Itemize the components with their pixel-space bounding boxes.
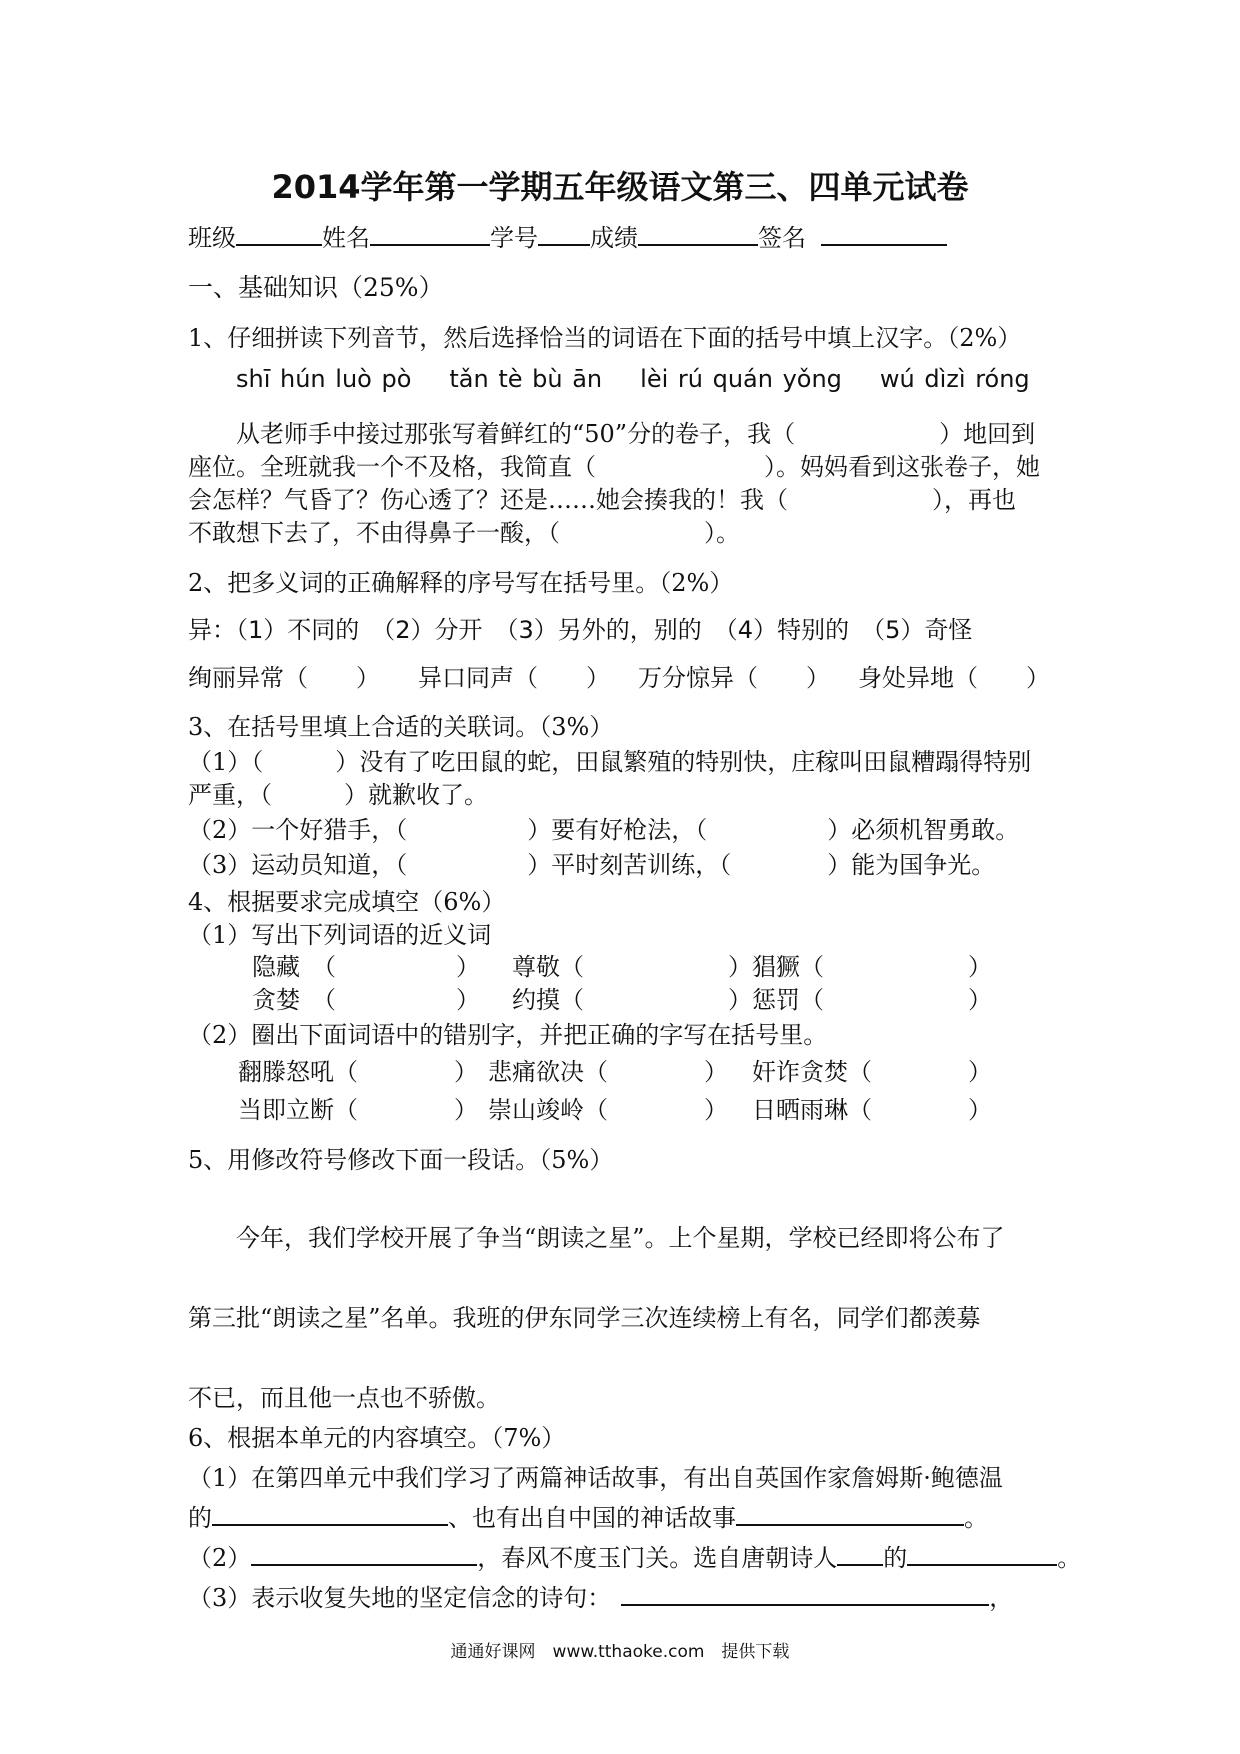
q6-line [188,1538,1081,1573]
q1-passage-line: 会怎样？气昏了？伤心透了？还是……她会揍我的！我（ ），再也 [188,486,1016,514]
q3-line: （1）（ ）没有了吃田鼠的蛇，田鼠繁殖的特别快，庄稼叫田鼠糟蹋得特别 [188,748,1032,776]
pinyin-item: wú dìzì róng [879,365,1030,393]
q3-line: （3）运动员知道，（ ）平时刻苦训练，（ ）能为国争光。 [188,851,996,879]
q5-prompt: 5、用修改符号修改下面一段话。（5%） [188,1146,614,1174]
synonym-item[interactable]: 隐藏 （ ） [252,953,480,981]
q3-line: 严重，（ ）就歉收了。 [188,781,488,809]
class-blank[interactable] [236,222,322,246]
number-blank[interactable] [538,222,590,246]
q6-blank[interactable] [212,1502,448,1526]
student-info-row [188,218,947,253]
q6-text: （2） [188,1544,252,1572]
q2-meanings: 异：（1）不同的 （2）分开 （3）另外的，别的 （4）特别的 （5）奇怪 [188,616,973,644]
q1-passage-line: 座位。全班就我一个不及格，我简直（ ）。妈妈看到这张卷子，她 [188,453,1040,481]
typo-item[interactable]: 翻滕怒吼（ ） [238,1058,478,1086]
q6-text: 。 [964,1504,988,1532]
q1-passage-line: 不敢想下去了，不由得鼻子一酸，（ ）。 [188,519,740,547]
pinyin-row [236,365,1068,393]
q6-blank[interactable] [251,1542,477,1566]
q1-prompt: 1、仔细拼读下列音节，然后选择恰当的词语在下面的括号中填上汉字。（2%） [188,324,1022,352]
synonym-item[interactable]: 约摸（ ） [512,986,752,1014]
section-heading: 一、基础知识（25%） [188,273,444,302]
q6-blank[interactable] [837,1542,883,1566]
q5-passage-line: 第三批“朗读之星”名单。我班的伊东同学三次连续榜上有名，同学们都羡募 [188,1304,981,1332]
q6-blank[interactable] [621,1582,989,1606]
q3-prompt: 3、在括号里填上合适的关联词。（3%） [188,713,614,741]
synonym-item[interactable]: 尊敬（ ） [512,953,752,981]
q6-text: （3）表示收复失地的坚定信念的诗句： [188,1584,612,1612]
q6-blank[interactable] [736,1502,964,1526]
q4-sub1: （1）写出下列词语的近义词 [188,921,492,949]
q6-text: 。 [1057,1544,1082,1572]
typo-item[interactable]: 奸诈贪焚（ ） [752,1058,992,1086]
synonym-item[interactable]: 猖獗（ ） [752,953,992,981]
score-blank[interactable] [638,222,758,246]
q6-text: ， [989,1584,1014,1612]
q5-passage-line: 不已，而且他一点也不骄傲。 [188,1384,500,1412]
name-blank[interactable] [370,222,490,246]
typo-item[interactable]: 悲痛欲决（ ） [488,1058,728,1086]
q2-item[interactable]: 万分惊异（ ） [638,664,830,692]
number-label: 学号 [490,224,538,252]
name-label: 姓名 [322,224,370,252]
q6-line [188,1498,988,1533]
synonym-item[interactable]: 惩罚（ ） [752,986,992,1014]
q6-prompt: 6、根据本单元的内容填空。（7%） [188,1424,566,1452]
sign-blank[interactable] [821,222,947,246]
q6-blank[interactable] [907,1542,1057,1566]
q4-sub2: （2）圈出下面词语中的错别字，并把正确的字写在括号里。 [188,1021,828,1049]
class-label: 班级 [188,224,236,252]
q6-line: （1）在第四单元中我们学习了两篇神话故事，有出自英国作家詹姆斯·鲍德温 [188,1464,1003,1492]
footer-credit: 通通好课网 www.tthaoke.com 提供下载 [450,1642,790,1662]
q3-line: （2）一个好猎手，（ ）要有好枪法，（ ）必须机智勇敢。 [188,816,1020,844]
q6-text: 的 [883,1544,908,1572]
pinyin-item: shī hún luò pò [236,365,412,393]
q6-text: 的 [188,1504,212,1532]
q6-text: 、也有出自中国的神话故事 [448,1504,736,1532]
q1-passage-line: 从老师手中接过那张写着鲜红的“50”分的卷子，我（ ）地回到 [236,420,1036,448]
q6-line [188,1578,1013,1613]
q2-item[interactable]: 绚丽异常（ ） [188,664,380,692]
typo-item[interactable]: 崇山竣岭（ ） [488,1096,728,1124]
q4-prompt: 4、根据要求完成填空（6%） [188,888,506,916]
pinyin-item: lèi rú quán yǒng [640,365,842,393]
q2-prompt: 2、把多义词的正确解释的序号写在括号里。（2%） [188,569,734,597]
typo-item[interactable]: 日晒雨琳（ ） [752,1096,992,1124]
page-title: 2014学年第一学期五年级语文第三、四单元试卷 [271,168,969,206]
q6-text: ，春风不度玉门关。选自唐朝诗人 [477,1544,838,1572]
q2-item[interactable]: 身处异地（ ） [858,664,1050,692]
synonym-item[interactable]: 贪婪 （ ） [252,986,480,1014]
typo-item[interactable]: 当即立断（ ） [238,1096,478,1124]
score-label: 成绩 [590,224,638,252]
pinyin-item: tǎn tè bù ān [449,365,603,393]
q5-passage-line: 今年，我们学校开展了争当“朗读之星”。上个星期，学校已经即将公布了 [236,1224,1005,1252]
q2-item[interactable]: 异口同声（ ） [418,664,610,692]
sign-label: 签名 [758,224,806,252]
